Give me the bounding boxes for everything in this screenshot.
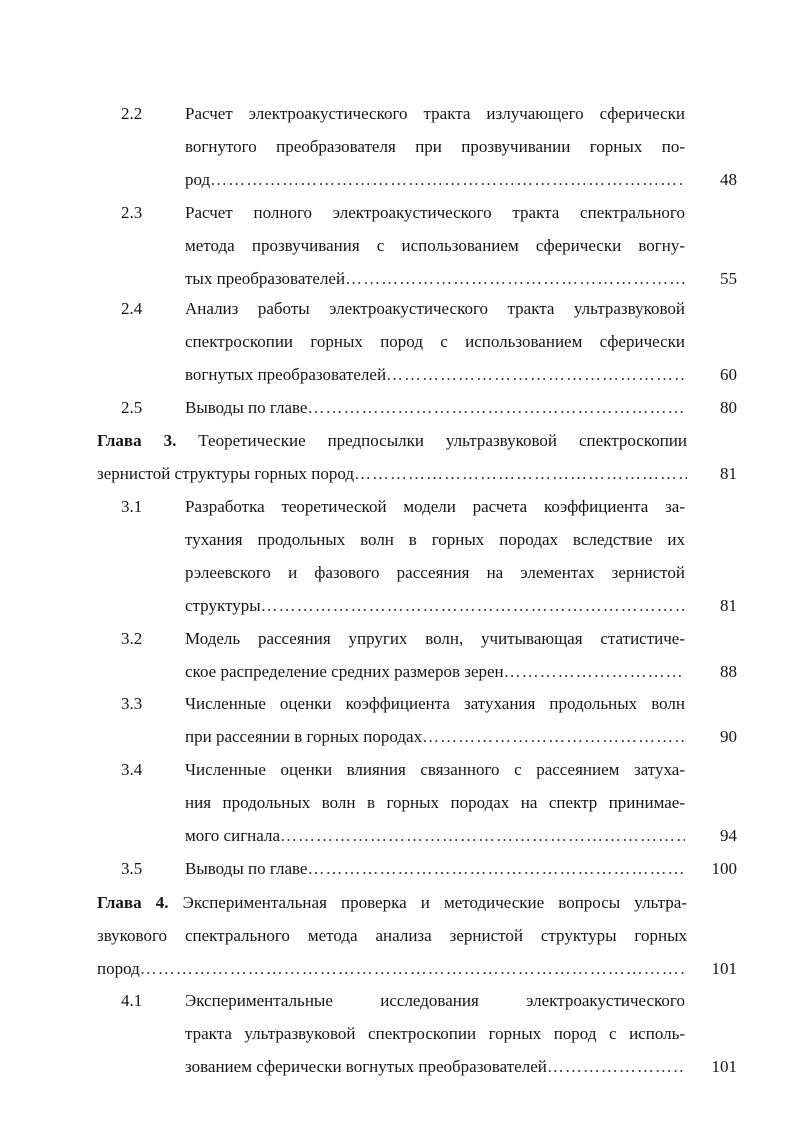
dot-leader xyxy=(140,959,687,979)
dot-leader xyxy=(422,727,685,747)
page-number: 94 xyxy=(720,826,737,845)
dot-leader xyxy=(280,826,685,846)
entry-text: звукового спектрального метода анализа зернистой структуры горных xyxy=(97,926,687,945)
entry-text: рэлеевского и фазового рассеяния на элементах зернистой xyxy=(185,563,685,582)
dot-leader xyxy=(354,464,687,484)
page-number: 55 xyxy=(720,269,737,288)
dot-leader xyxy=(261,596,685,616)
page-number: 88 xyxy=(720,662,737,681)
entry-text: Анализ работы электроакустического тракта ультразвуковой xyxy=(185,299,685,318)
entry-text: метода прозвучивания с использованием сферически вогну- xyxy=(185,236,685,255)
entry-text: Выводы по главе xyxy=(185,859,308,878)
entry-text: мого сигнала xyxy=(185,826,280,845)
entry-text: род xyxy=(185,170,211,189)
entry-text: Численные оценки коэффициента затухания продольных волн xyxy=(185,694,685,713)
entry-text: тракта ультразвуковой спектроскопии горных пород с исполь- xyxy=(185,1024,685,1043)
page-number: 90 xyxy=(720,727,737,746)
entry-text: Теоретические предпосылки ультразвуковой спектроскопии xyxy=(198,431,688,450)
page-number: 101 xyxy=(711,959,737,978)
dot-leader xyxy=(210,170,685,190)
section-number: 3.2 xyxy=(121,629,143,648)
entry-text: ния продольных волн в горных породах на спектр принимае- xyxy=(185,793,685,812)
entry-text: Разработка теоретической модели расчета коэффициента за- xyxy=(185,497,685,516)
dot-leader xyxy=(307,859,685,879)
section-number: 3.5 xyxy=(121,859,143,878)
page-number: 101 xyxy=(711,1057,737,1076)
page-number: 80 xyxy=(720,398,737,417)
section-number: 2.3 xyxy=(121,203,143,222)
entry-text: Расчет полного электроакустического тракта спектрального xyxy=(185,203,685,222)
dot-leader xyxy=(307,398,685,418)
page-number: 81 xyxy=(720,464,737,483)
section-number: 2.5 xyxy=(121,398,143,417)
entry-text: зернистой структуры горных пород xyxy=(97,464,355,483)
dot-leader xyxy=(386,365,685,385)
entry-text: при рассеянии в горных породах xyxy=(185,727,423,746)
entry-text: ское распределение средних размеров зерен xyxy=(185,662,504,681)
dot-leader xyxy=(547,1057,685,1077)
entry-text: вогнутых преобразователей xyxy=(185,365,387,384)
section-number: 3.3 xyxy=(121,694,143,713)
entry-text: вогнутого преобразователя при прозвучивании горных по- xyxy=(185,137,685,156)
dot-leader xyxy=(504,662,685,682)
entry-text: Экспериментальные исследования электроакустического xyxy=(185,991,685,1010)
entry-text: тухания продольных волн в горных породах вследствие их xyxy=(185,530,685,549)
page-number: 48 xyxy=(720,170,737,189)
section-number: 4.1 xyxy=(121,991,143,1010)
entry-text: Модель рассеяния упругих волн, учитывающая статистиче- xyxy=(185,629,685,648)
page-number: 60 xyxy=(720,365,737,384)
entry-text: тых преобразователей xyxy=(185,269,346,288)
section-number: 3.1 xyxy=(121,497,143,516)
entry-text: зованием сферически вогнутых преобразователей xyxy=(185,1057,547,1076)
dot-leader xyxy=(345,269,685,289)
section-number: 2.4 xyxy=(121,299,143,318)
section-number: 3.4 xyxy=(121,760,143,779)
entry-text: пород xyxy=(97,959,140,978)
entry-text: Экспериментальная проверка и методические вопросы ультра- xyxy=(182,893,687,912)
entry-text: Выводы по главе xyxy=(185,398,308,417)
entry-text: структуры xyxy=(185,596,261,615)
entry-text: спектроскопии горных пород с использованием сферически xyxy=(185,332,685,351)
page-number: 81 xyxy=(720,596,737,615)
page-number: 100 xyxy=(711,859,737,878)
section-number: 2.2 xyxy=(121,104,143,123)
chapter-label: Глава 4. xyxy=(97,893,169,912)
entry-text: Численные оценки влияния связанного с рассеянием затуха- xyxy=(185,760,685,779)
entry-text: Расчет электроакустического тракта излучающего сферически xyxy=(185,104,685,123)
chapter-label: Глава 3. xyxy=(97,431,177,450)
